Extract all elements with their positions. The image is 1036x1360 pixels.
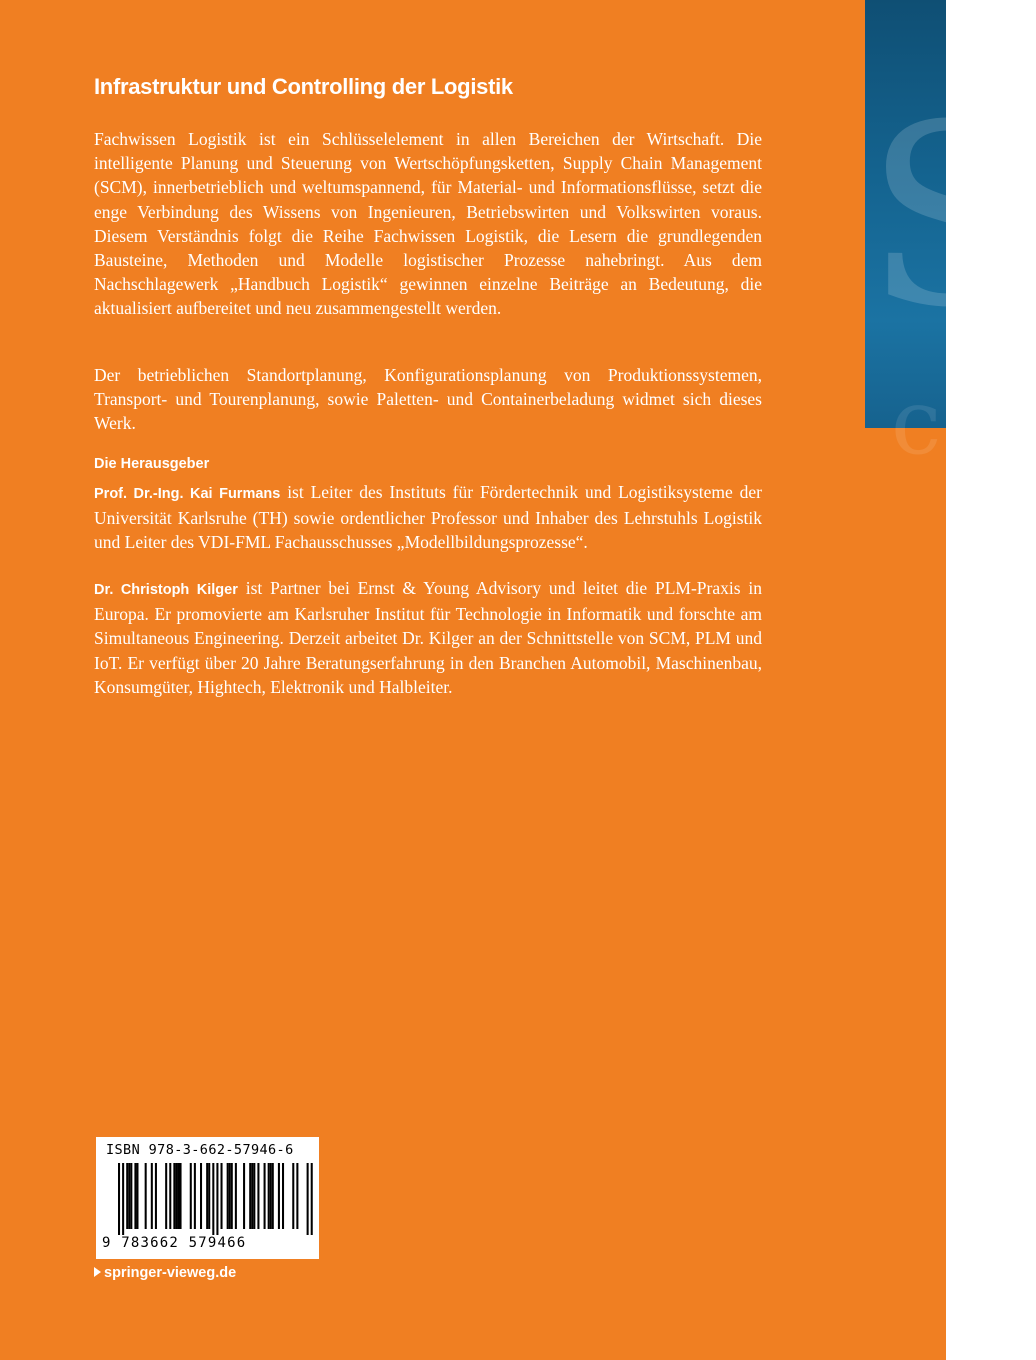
barcode-bar <box>253 1163 255 1229</box>
barcode-bar <box>151 1163 153 1229</box>
triangle-right-icon <box>94 1267 101 1277</box>
barcode-bar <box>221 1163 223 1229</box>
barcode-bar <box>212 1163 214 1235</box>
barcode-bar <box>177 1163 179 1229</box>
editor-name-furmans: Prof. Dr.-Ing. Kai Furmans <box>94 486 281 502</box>
barcode-bar <box>200 1163 202 1229</box>
editor-bio-text-kilger: ist Partner bei Ernst & Young Advisory und leitet die PLM-Praxis in Europa. Er promovierte am Karlsruher Institut für Technologie in Informatik und forschte am Simultaneous Engineering. Derzeit arbeitet Dr. Kilger an der Schnittstelle von SCM, PLM und IoT. Er verfügt über 20 Jahre Beratungserfahrung in den Branchen Automobil, Maschinenbau, Konsumgüter, Hightech, Elektronik und Halbleiter. <box>94 578 762 697</box>
editor-bio-furmans <box>94 480 762 555</box>
barcode-bar <box>229 1163 231 1229</box>
barcode-bar <box>126 1163 128 1229</box>
barcode-bar <box>206 1163 208 1229</box>
description-paragraph-1: Fachwissen Logistik ist ein Schlüsselelement in allen Bereichen der Wirtschaft. Die intelligente Planung und Steuerung von Wertschöpfungsketten, Supply Chain Management (SCM), innerbetrieblich und weltumspannend, für Material- und Informationsflüsse, setzt die enge Verbindung des Wissens von Ingenieuren, Betriebswirten und Volkswirten voraus. Diesem Verständnis folgt die Reihe Fachwissen Logistik, die Lesern die grundlegenden Bausteine, Methoden und Modelle logistischer Prozesse nahebringt. Aus dem Nachschlagewerk „Handbuch Logistik“ gewinnen einzelne Beiträge an Bedeutung, die aktualisiert aufbereitet und neu zusammengestellt werden. <box>94 129 762 319</box>
barcode-bar <box>175 1163 177 1229</box>
barcode-bar <box>130 1163 132 1229</box>
barcode-bar <box>243 1163 245 1229</box>
barcode-bar <box>272 1163 274 1229</box>
barcode-bar <box>278 1163 280 1229</box>
barcode-bar <box>118 1163 120 1235</box>
barcode-bar <box>216 1163 218 1235</box>
barcode-bar <box>134 1163 136 1229</box>
isbn-label: ISBN 978-3-662-57946-6 <box>106 1142 294 1158</box>
decorative-letter-graphic: S <box>865 71 1036 362</box>
barcode-bar <box>251 1163 253 1229</box>
website-link-text: springer-vieweg.de <box>104 1265 237 1281</box>
barcode-bar <box>227 1163 229 1229</box>
barcode-bar <box>311 1163 313 1235</box>
barcode-bar <box>264 1163 266 1229</box>
publisher-website <box>94 1265 236 1281</box>
editor-name-kilger: Dr. Christoph Kilger <box>94 582 238 598</box>
barcode-bar <box>208 1163 210 1229</box>
editor-bio-text-furmans: ist Leiter des Instituts für Fördertechnik und Logistiksysteme der Universität Karlsruhe (TH) sowie ordentlicher Professor und Inhaber des Lehrstuhls Logistik und Leiter des VDI-FML Fachausschusses „Modellbildungsprozesse“. <box>94 482 763 553</box>
barcode-bar <box>292 1163 294 1229</box>
barcode-digits: 9 783662 579466 <box>102 1235 247 1251</box>
barcode-bar <box>268 1163 270 1229</box>
barcode-bar <box>190 1163 192 1229</box>
barcode-bar <box>128 1163 130 1229</box>
barcode-bar <box>155 1163 157 1229</box>
barcode-bar <box>257 1163 259 1229</box>
barcode-bar <box>165 1163 167 1229</box>
barcode-bar <box>270 1163 272 1229</box>
isbn-barcode-box <box>96 1137 319 1259</box>
barcode-bar <box>173 1163 175 1229</box>
editors-heading: Die Herausgeber <box>94 456 210 472</box>
barcode-bar <box>231 1163 233 1229</box>
barcode-bar <box>122 1163 124 1235</box>
barcode-bar <box>194 1163 196 1229</box>
barcode-bar <box>180 1163 182 1229</box>
decorative-letter-graphic-small: c <box>891 370 942 475</box>
barcode-bar <box>169 1163 171 1229</box>
description-paragraph-2: Der betrieblichen Standortplanung, Konfigurationsplanung von Produktionssystemen, Transport- und Tourenplanung, sowie Paletten- und Containerbeladung widmet sich dieses Werk. <box>94 365 762 434</box>
barcode-bar <box>136 1163 138 1229</box>
blue-corner-band <box>865 0 1036 475</box>
book-title: Infrastruktur und Controlling der Logistik <box>94 74 513 99</box>
barcode-bar <box>145 1163 147 1229</box>
editor-bio-kilger <box>94 576 762 699</box>
barcode-bar <box>235 1163 237 1229</box>
barcode-bar <box>249 1163 251 1229</box>
barcode-bar <box>282 1163 284 1229</box>
barcode-bar <box>296 1163 298 1229</box>
barcode-bar <box>307 1163 309 1235</box>
